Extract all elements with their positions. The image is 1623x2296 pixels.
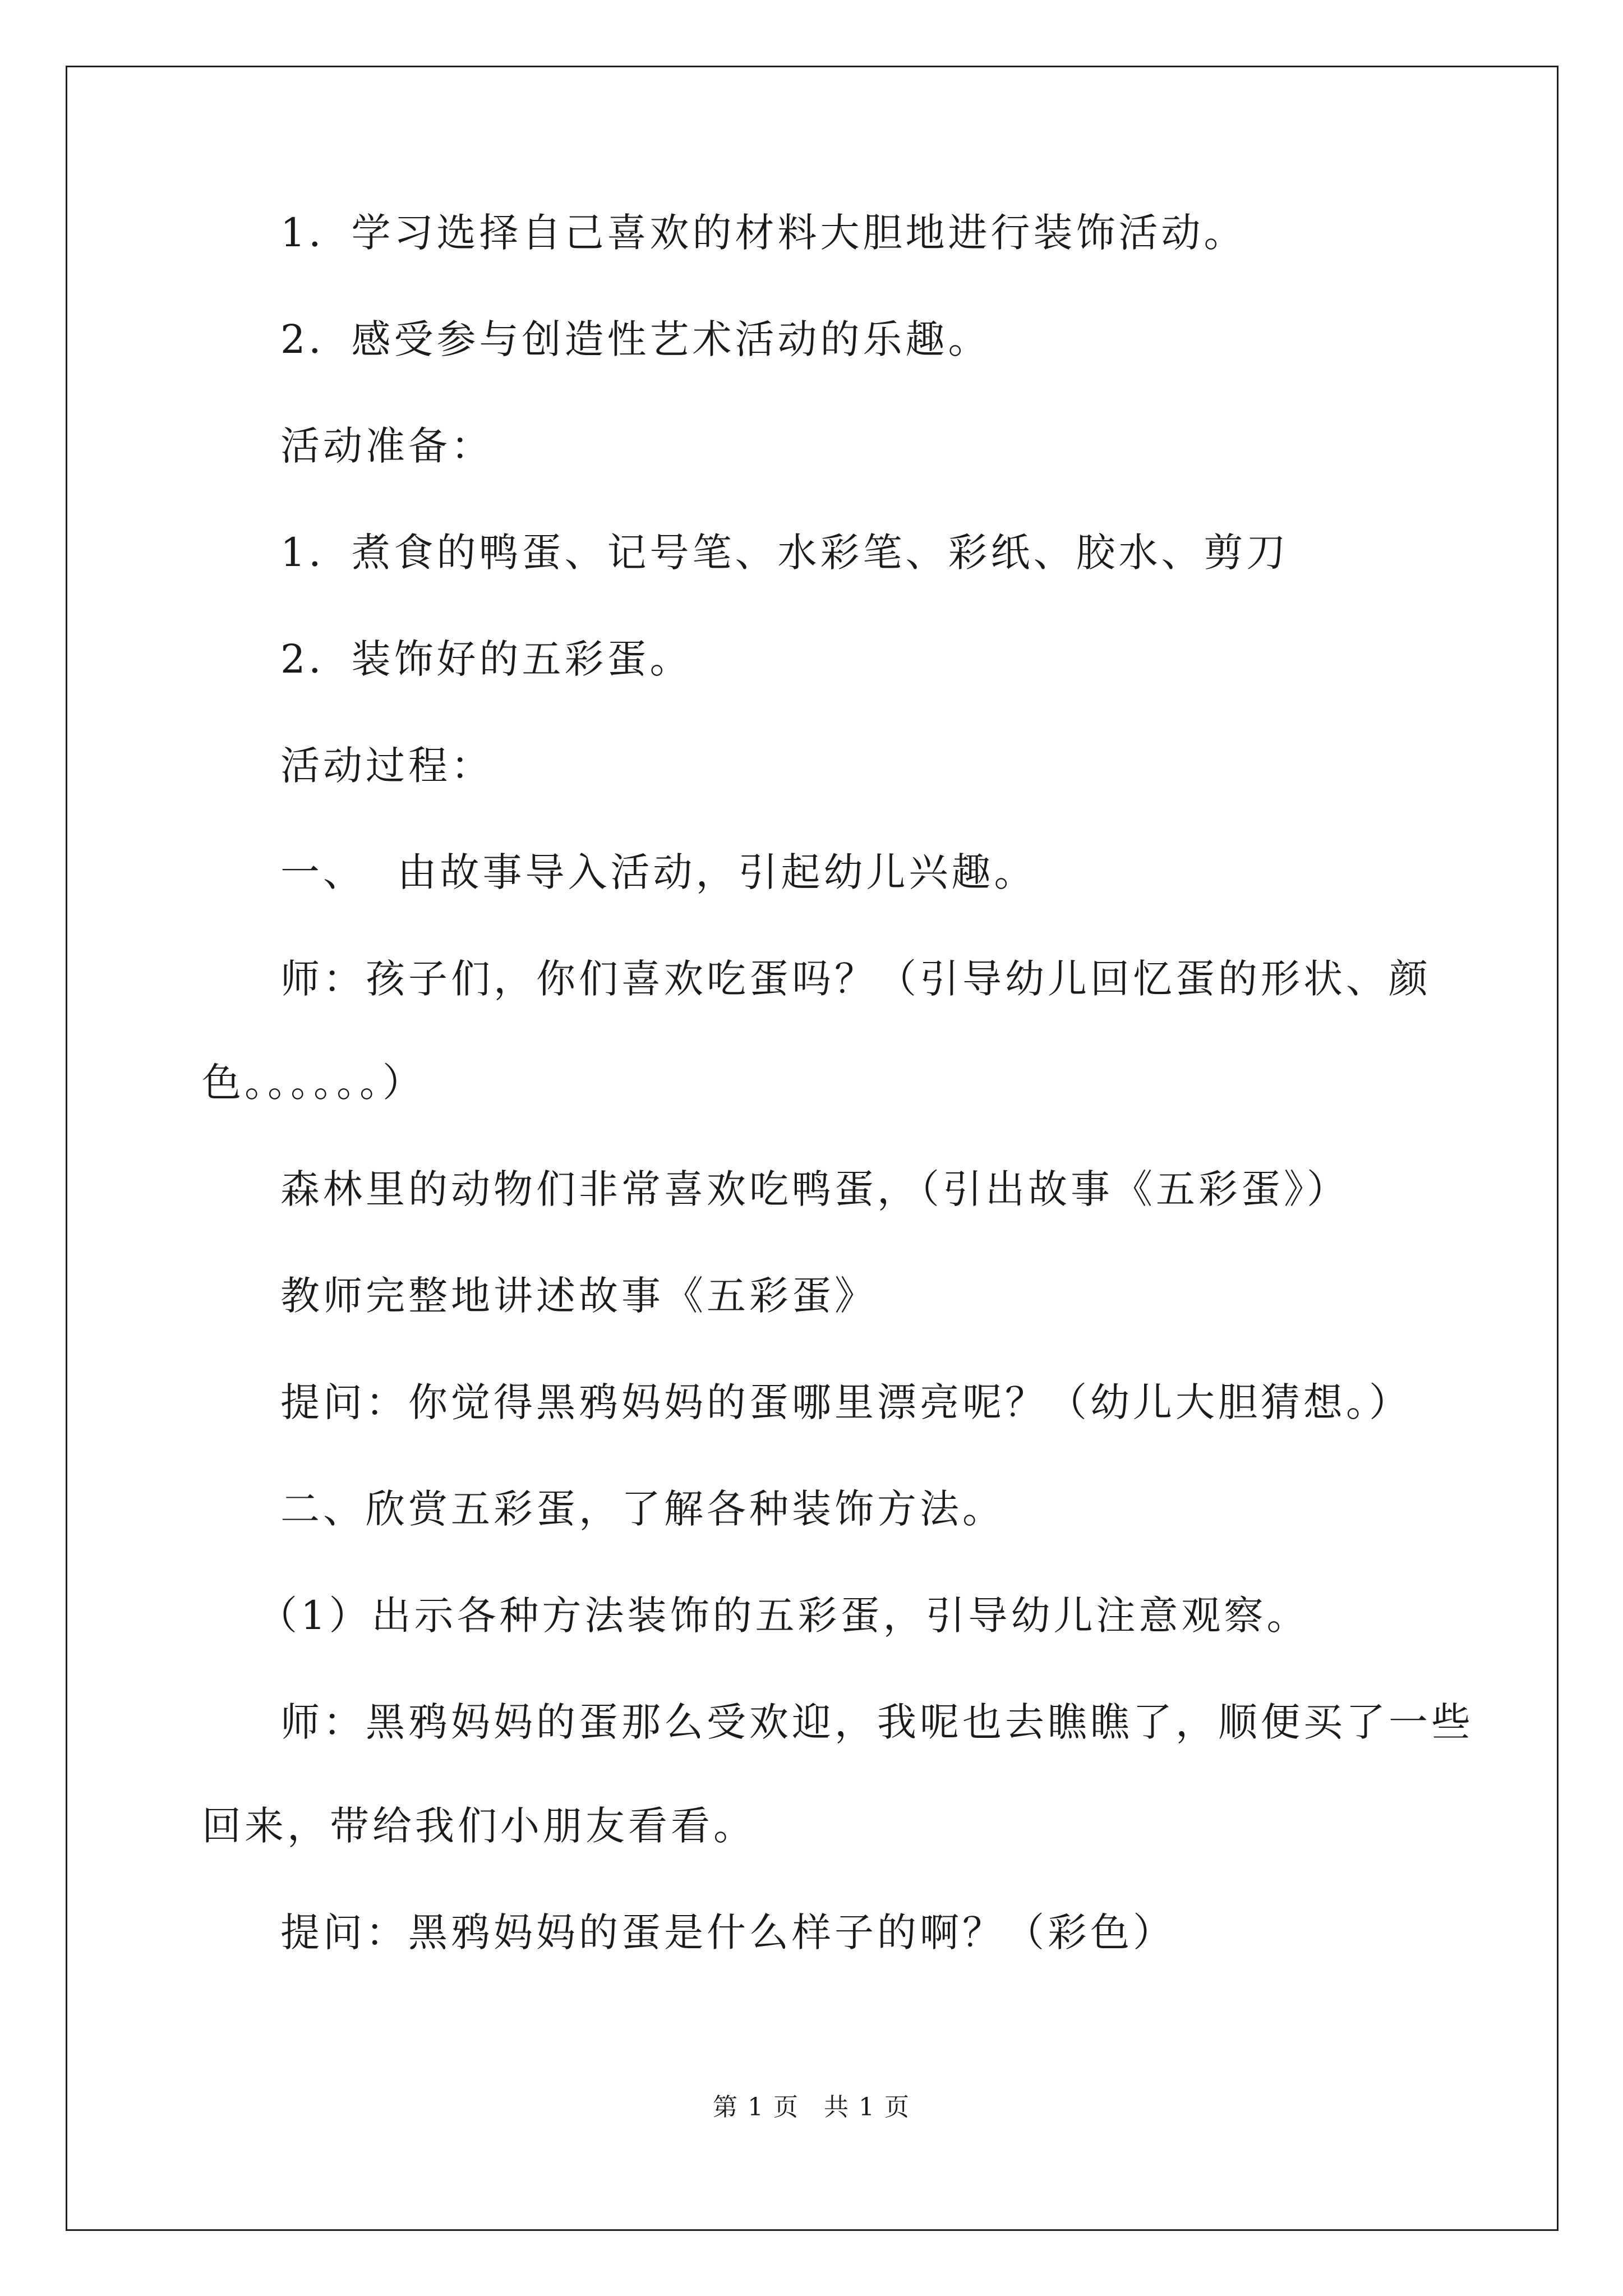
paragraph-14: 师：黑鸦妈妈的蛋那么受欢迎，我呢也去瞧瞧了，顺便买了一些 — [280, 1699, 1474, 1745]
paragraph-6: 活动过程： — [280, 743, 494, 789]
paragraph-8: 师：孩子们，你们喜欢吃蛋吗？（引导幼儿回忆蛋的形状、颜 — [280, 956, 1431, 1002]
document-body — [202, 208, 1474, 1958]
paragraph-5: 2．装饰好的五彩蛋。 — [280, 636, 693, 682]
paragraph-9: 森林里的动物们非常喜欢吃鸭蛋，（引出故事《五彩蛋》） — [280, 1166, 1349, 1212]
paragraph-12: 二、欣赏五彩蛋，了解各种装饰方法。 — [280, 1486, 1005, 1532]
paragraph-15: 提问：黑鸦妈妈的蛋是什么样子的啊？（彩色） — [280, 1910, 1175, 1955]
page-total: 共 1 页 — [824, 2093, 910, 2122]
paragraph-7: 一、 由故事导入活动，引起幼儿兴趣。 — [280, 849, 1037, 895]
paragraph-13: （1）出示各种方法装饰的五彩蛋，引导幼儿注意观察。 — [258, 1593, 1310, 1639]
paragraph-11: 提问：你觉得黑鸦妈妈的蛋哪里漂亮呢？（幼儿大胆猜想。） — [280, 1379, 1412, 1425]
paragraph-3: 活动准备： — [280, 423, 494, 469]
page-footer — [0, 2087, 1623, 2123]
page-number: 第 1 页 — [713, 2093, 799, 2122]
paragraph-14-continued: 回来，带给我们小朋友看看。 — [202, 1803, 756, 1849]
paragraph-10: 教师完整地讲述故事《五彩蛋》 — [280, 1273, 877, 1319]
paragraph-1: 1．学习选择自己喜欢的材料大胆地进行装饰活动。 — [280, 210, 1247, 256]
paragraph-4: 1．煮食的鸭蛋、记号笔、水彩笔、彩纸、胶水、剪刀 — [280, 530, 1289, 576]
paragraph-2: 2．感受参与创造性艺术活动的乐趣。 — [280, 316, 991, 362]
paragraph-8-continued: 色。。。。。。） — [202, 1060, 425, 1106]
